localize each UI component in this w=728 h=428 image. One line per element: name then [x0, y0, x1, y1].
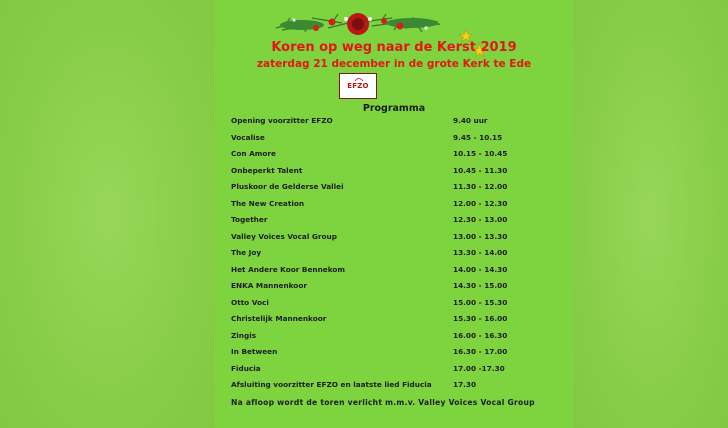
- choir-name: Otto Voci: [231, 297, 269, 307]
- program-heading: Programma: [362, 103, 426, 114]
- schedule-row: [231, 248, 508, 265]
- choir-name: Het Andere Koor Bennekom: [231, 264, 345, 274]
- choir-name: ENKA Mannenkoor: [231, 281, 307, 290]
- choir-name: Afsluiting voorzitter EFZO en laatste lied Fiducia: [231, 380, 432, 389]
- schedule-row: [231, 133, 501, 150]
- time-slot: 11.30 - 12.00: [453, 182, 508, 191]
- schedule-row: [231, 231, 508, 249]
- logo-text: EFZO: [347, 82, 369, 90]
- efzo-logo: [339, 73, 377, 99]
- schedule-row: [231, 297, 508, 315]
- schedule-row: [231, 149, 508, 166]
- christmas-garland-icon: [272, 8, 444, 42]
- choir-name: Zingis: [231, 330, 257, 340]
- schedule-row: [231, 215, 508, 232]
- time-slot: 12.30 - 13.00: [453, 215, 508, 224]
- time-slot: 13.00 - 13.30: [453, 231, 508, 241]
- time-slot: 13.30 - 14.00: [453, 248, 508, 257]
- time-slot: 15.00 - 15.30: [453, 297, 508, 307]
- background-right: [573, 0, 728, 428]
- schedule-row: [231, 347, 508, 364]
- choir-name: Valley Voices Vocal Group: [231, 231, 337, 241]
- schedule-row: [231, 314, 508, 331]
- choir-name: Pluskoor de Gelderse Vallei: [231, 182, 344, 191]
- time-slot: 17.00 -17.30: [453, 363, 505, 373]
- schedule-row: [231, 264, 508, 282]
- schedule-row: [231, 198, 508, 216]
- choir-name: Fiducia: [231, 363, 261, 373]
- schedule-row: [231, 182, 508, 199]
- time-slot: 14.30 - 15.00: [453, 281, 508, 290]
- choir-name: Christelijk Mannenkoor: [231, 314, 327, 323]
- page-title: Koren op weg naar de Kerst 2019: [271, 40, 517, 55]
- time-slot: 15.30 - 16.00: [453, 314, 508, 323]
- time-slot: 10.15 - 10.45: [453, 149, 508, 158]
- page-subtitle: zaterdag 21 december in de grote Kerk te Ede: [256, 58, 532, 70]
- choir-name: Con Amore: [231, 149, 276, 158]
- choir-name: The New Creation: [231, 198, 305, 208]
- choir-name: Vocalise: [231, 132, 265, 142]
- schedule-row: [231, 116, 501, 133]
- time-slot: 10.45 - 11.30: [453, 165, 508, 175]
- time-slot: 14.00 - 14.30: [453, 264, 508, 274]
- choir-name: Onbeperkt Talent: [231, 165, 303, 175]
- schedule-row: [231, 281, 508, 298]
- time-slot: 17.30: [453, 380, 477, 389]
- choir-name: In Between: [231, 347, 278, 356]
- time-slot: 16.00 - 16.30: [453, 330, 508, 340]
- schedule-row: [231, 330, 508, 348]
- time-slot: 16.30 - 17.00: [453, 347, 508, 356]
- choir-name: The Joy: [231, 248, 262, 257]
- time-slot: 9.45 - 10.15: [453, 132, 503, 142]
- schedule-row: [231, 363, 505, 381]
- schedule-row: [231, 380, 501, 397]
- background-left: [0, 0, 215, 428]
- choir-name: Together: [231, 215, 268, 224]
- schedule-list: [231, 116, 508, 397]
- schedule-row: [231, 165, 508, 183]
- footer-note: Na afloop wordt de toren verlicht m.m.v. Valley Voices Vocal Group: [231, 398, 535, 407]
- time-slot: 9.40 uur: [453, 116, 488, 125]
- time-slot: 12.00 - 12.30: [453, 198, 508, 208]
- choir-name: Opening voorzitter EFZO: [231, 116, 333, 125]
